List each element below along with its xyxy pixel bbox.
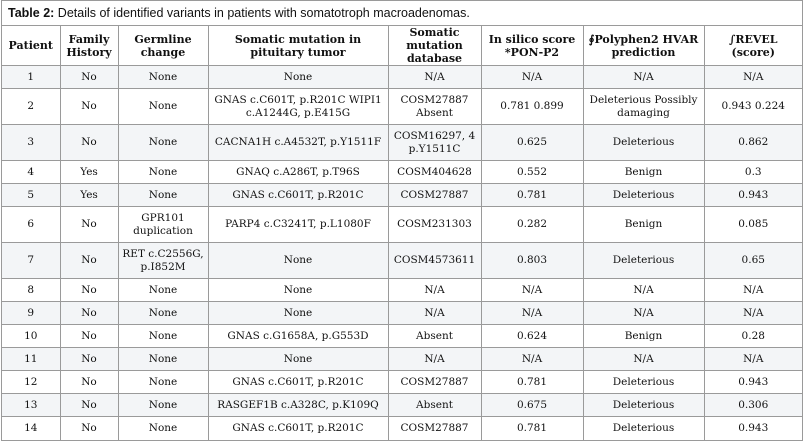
table-row [2,348,802,371]
polyphen-prediction-cell: N/A [583,279,704,302]
somatic-mutation-cell: CACNA1H c.A4532T, p.Y1511F [208,125,388,161]
insilico-score-cell: N/A [481,66,583,89]
table-row [2,394,802,417]
mutation-database-cell: COSM27887 [388,417,481,440]
somatic-mutation-cell: GNAS c.C601T, p.R201C [208,184,388,207]
mutation-database-cell: N/A [388,66,481,89]
somatic-mutation-cell: None [208,279,388,302]
patient-cell: 9 [2,302,60,325]
family-history-cell: No [60,243,118,279]
somatic-mutation-cell: GNAQ c.A286T, p.T96S [208,161,388,184]
table-row [2,184,802,207]
somatic-mutation-cell: None [208,348,388,371]
column-header: In silico score *PON-P2 [481,26,583,66]
column-header: ∮Polyphen2 HVAR prediction [583,26,704,66]
insilico-score-cell: 0.624 [481,325,583,348]
mutation-database-cell: COSM4573611 [388,243,481,279]
revel-score-cell: 0.943 [704,371,802,394]
somatic-mutation-cell: None [208,66,388,89]
mutation-database-cell: COSM231303 [388,207,481,243]
family-history-cell: Yes [60,184,118,207]
caption-label: Table 2: [8,6,55,20]
germline-change-cell: None [118,394,208,417]
polyphen-prediction-cell: Benign [583,161,704,184]
somatic-mutation-cell: GNAS c.C601T, p.R201C WIPI1 c.A1244G, p.E415G [208,89,388,125]
column-header: Germline change [118,26,208,66]
table-row [2,243,802,279]
germline-change-cell: None [118,66,208,89]
patient-cell: 4 [2,161,60,184]
revel-score-cell: N/A [704,302,802,325]
somatic-mutation-cell: RASGEF1B c.A328C, p.K109Q [208,394,388,417]
table-row [2,66,802,89]
revel-score-cell: 0.862 [704,125,802,161]
patient-cell: 11 [2,348,60,371]
somatic-mutation-cell: GNAS c.C601T, p.R201C [208,371,388,394]
somatic-mutation-cell: GNAS c.C601T, p.R201C [208,417,388,440]
column-header: Somatic mutation database [388,26,481,66]
insilico-score-cell: 0.781 [481,184,583,207]
family-history-cell: Yes [60,161,118,184]
germline-change-cell: RET c.C2556G, p.I852M [118,243,208,279]
family-history-cell: No [60,302,118,325]
revel-score-cell: 0.65 [704,243,802,279]
family-history-cell: No [60,417,118,440]
table-container [1,0,803,441]
germline-change-cell: None [118,125,208,161]
patient-cell: 8 [2,279,60,302]
patient-cell: 6 [2,207,60,243]
revel-score-cell: 0.306 [704,394,802,417]
polyphen-prediction-cell: Deleterious Possibly damaging [583,89,704,125]
mutation-database-cell: COSM27887 [388,184,481,207]
somatic-mutation-cell: None [208,302,388,325]
family-history-cell: No [60,89,118,125]
table-row [2,325,802,348]
polyphen-prediction-cell: Benign [583,325,704,348]
revel-score-cell: 0.943 0.224 [704,89,802,125]
mutation-database-cell: N/A [388,302,481,325]
somatic-mutation-cell: PARP4 c.C3241T, p.L1080F [208,207,388,243]
revel-score-cell: 0.943 [704,184,802,207]
mutation-database-cell: COSM16297, 4 p.Y1511C [388,125,481,161]
insilico-score-cell: 0.552 [481,161,583,184]
table-row [2,279,802,302]
table-row [2,161,802,184]
mutation-database-cell: Absent [388,394,481,417]
revel-score-cell: 0.3 [704,161,802,184]
insilico-score-cell: 0.781 [481,371,583,394]
somatic-mutation-cell: GNAS c.G1658A, p.G553D [208,325,388,348]
table-caption [2,1,802,26]
somatic-mutation-cell: None [208,243,388,279]
revel-score-cell: 0.943 [704,417,802,440]
patient-cell: 14 [2,417,60,440]
insilico-score-cell: 0.675 [481,394,583,417]
column-header: Patient [2,26,60,66]
polyphen-prediction-cell: Deleterious [583,371,704,394]
germline-change-cell: None [118,279,208,302]
patient-cell: 2 [2,89,60,125]
polyphen-prediction-cell: Deleterious [583,125,704,161]
polyphen-prediction-cell: Deleterious [583,243,704,279]
caption-text: Details of identified variants in patients with somatotroph macroadenomas. [54,6,470,20]
germline-change-cell: None [118,417,208,440]
variants-table [2,26,802,440]
table-row [2,302,802,325]
insilico-score-cell: 0.781 0.899 [481,89,583,125]
germline-change-cell: None [118,302,208,325]
table-row [2,89,802,125]
family-history-cell: No [60,66,118,89]
insilico-score-cell: 0.803 [481,243,583,279]
family-history-cell: No [60,348,118,371]
patient-cell: 12 [2,371,60,394]
insilico-score-cell: 0.282 [481,207,583,243]
insilico-score-cell: N/A [481,348,583,371]
family-history-cell: No [60,207,118,243]
family-history-cell: No [60,279,118,302]
table-row [2,371,802,394]
column-header: Family History [60,26,118,66]
family-history-cell: No [60,125,118,161]
family-history-cell: No [60,371,118,394]
table-row [2,207,802,243]
mutation-database-cell: N/A [388,279,481,302]
revel-score-cell: N/A [704,66,802,89]
germline-change-cell: GPR101 duplication [118,207,208,243]
revel-score-cell: 0.28 [704,325,802,348]
insilico-score-cell: 0.625 [481,125,583,161]
mutation-database-cell: Absent [388,325,481,348]
insilico-score-cell: N/A [481,279,583,302]
patient-cell: 1 [2,66,60,89]
mutation-database-cell: COSM27887 Absent [388,89,481,125]
mutation-database-cell: COSM404628 [388,161,481,184]
column-header: ∫REVEL (score) [704,26,802,66]
mutation-database-cell: N/A [388,348,481,371]
patient-cell: 13 [2,394,60,417]
insilico-score-cell: N/A [481,302,583,325]
germline-change-cell: None [118,348,208,371]
table-row [2,125,802,161]
germline-change-cell: None [118,184,208,207]
polyphen-prediction-cell: Benign [583,207,704,243]
polyphen-prediction-cell: N/A [583,348,704,371]
mutation-database-cell: COSM27887 [388,371,481,394]
germline-change-cell: None [118,161,208,184]
revel-score-cell: 0.085 [704,207,802,243]
germline-change-cell: None [118,89,208,125]
polyphen-prediction-cell: N/A [583,66,704,89]
patient-cell: 7 [2,243,60,279]
revel-score-cell: N/A [704,348,802,371]
patient-cell: 3 [2,125,60,161]
family-history-cell: No [60,325,118,348]
table-row [2,417,802,440]
polyphen-prediction-cell: Deleterious [583,394,704,417]
patient-cell: 10 [2,325,60,348]
polyphen-prediction-cell: Deleterious [583,184,704,207]
column-header: Somatic mutation in pituitary tumor [208,26,388,66]
header-row [2,26,802,66]
revel-score-cell: N/A [704,279,802,302]
patient-cell: 5 [2,184,60,207]
polyphen-prediction-cell: Deleterious [583,417,704,440]
germline-change-cell: None [118,325,208,348]
germline-change-cell: None [118,371,208,394]
polyphen-prediction-cell: N/A [583,302,704,325]
insilico-score-cell: 0.781 [481,417,583,440]
family-history-cell: No [60,394,118,417]
